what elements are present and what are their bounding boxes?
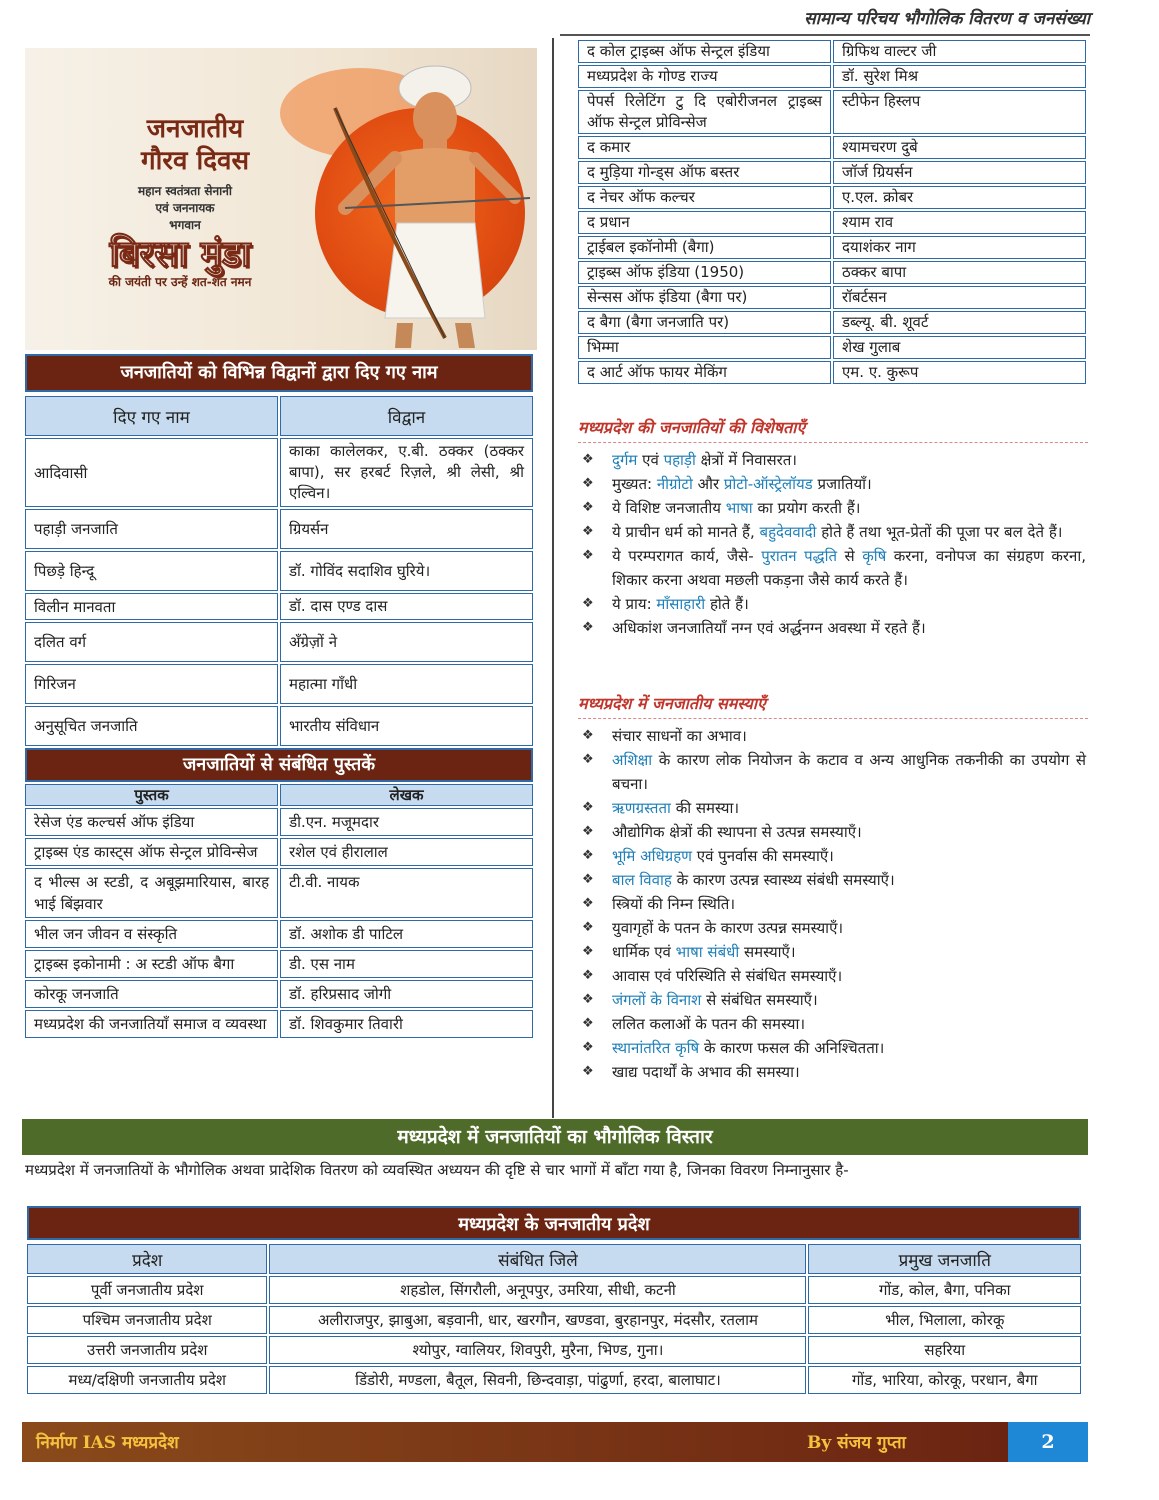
regions-header-districts: संबंधित जिले bbox=[269, 1244, 806, 1274]
list-text: के कारण उत्पन्न स्वास्थ्य संबंधी समस्याएँ। bbox=[671, 871, 895, 889]
diamond-bullet-icon: ❖ bbox=[582, 896, 594, 911]
list-text: एवं पुनर्वास की समस्याएँ। bbox=[692, 847, 834, 865]
table-row bbox=[25, 808, 533, 836]
list-item bbox=[580, 940, 1086, 964]
table-row bbox=[25, 838, 533, 866]
book-author-cell: डॉ. हरिप्रसाद जोगी bbox=[280, 980, 533, 1008]
highlighted-term: भाषा संबंधी bbox=[675, 943, 740, 961]
poster-name: बिरसा मुंडा bbox=[109, 233, 251, 275]
problems-heading: मध्यप्रदेश में जनजातीय समस्याएँ bbox=[578, 694, 766, 713]
book-author-cell: टी.वी. नायक bbox=[280, 868, 533, 918]
scholar-cell: महात्मा गाँधी bbox=[280, 664, 533, 704]
books-header-author: लेखक bbox=[280, 784, 533, 806]
geography-title: मध्यप्रदेश में जनजातियों का भौगोलिक विस्तार bbox=[22, 1119, 1088, 1155]
features-heading: मध्यप्रदेश की जनजातियों की विशेषताएँ bbox=[578, 418, 806, 437]
book-title-cell: द कोल ट्राइब्स ऑफ सेन्ट्रल इंडिया bbox=[578, 40, 831, 63]
books-header-book: पुस्तक bbox=[25, 784, 278, 806]
table-row bbox=[578, 311, 1086, 334]
tribe-name-cell: अनुसूचित जनजाति bbox=[25, 706, 278, 746]
poster-subtitle-line1: महान स्वतंत्रता सेनानी bbox=[137, 184, 233, 198]
book-title-cell: मध्यप्रदेश की जनजातियाँ समाज व व्यवस्था bbox=[25, 1010, 278, 1038]
birsa-munda-poster bbox=[25, 48, 537, 350]
footer-brand: निर्माण IAS मध्यप्रदेश bbox=[36, 1433, 179, 1453]
region-name-cell: मध्य/दक्षिणी जनजातीय प्रदेश bbox=[27, 1366, 267, 1394]
features-list bbox=[580, 448, 1086, 640]
diamond-bullet-icon: ❖ bbox=[582, 620, 594, 635]
regions-header-tribes: प्रमुख जनजाति bbox=[808, 1244, 1081, 1274]
diamond-bullet-icon: ❖ bbox=[582, 476, 594, 491]
highlighted-term: माँसाहारी bbox=[656, 595, 706, 613]
books-table bbox=[23, 782, 535, 1040]
tribe-name-cell: दलित वर्ग bbox=[25, 622, 278, 662]
diamond-bullet-icon: ❖ bbox=[582, 452, 594, 467]
book-author-cell: श्याम राव bbox=[833, 211, 1086, 234]
list-item bbox=[580, 448, 1086, 472]
region-name-cell: उत्तरी जनजातीय प्रदेश bbox=[27, 1336, 267, 1364]
scholar-cell: अँग्रेज़ों ने bbox=[280, 622, 533, 662]
highlighted-term: कृषि bbox=[862, 547, 887, 565]
diamond-bullet-icon: ❖ bbox=[582, 968, 594, 983]
table-row bbox=[578, 361, 1086, 384]
list-text: से संबंधित समस्याएँ। bbox=[701, 991, 818, 1009]
column-divider bbox=[552, 38, 554, 1118]
regions-header-region: प्रदेश bbox=[27, 1244, 267, 1274]
book-title-cell: ट्राइब्स ऑफ इंडिया (1950) bbox=[578, 261, 831, 284]
list-item bbox=[580, 964, 1086, 988]
list-text: ये प्राय: bbox=[612, 595, 657, 613]
list-item bbox=[580, 988, 1086, 1012]
highlighted-term: नीग्रोटो bbox=[656, 475, 693, 493]
list-item bbox=[580, 844, 1086, 868]
tribe-name-cell: विलीन मानवता bbox=[25, 593, 278, 620]
book-author-cell: शेख गुलाब bbox=[833, 336, 1086, 359]
table-row bbox=[578, 261, 1086, 284]
poster-title bbox=[85, 113, 305, 177]
list-text: खाद्य पदार्थों के अभाव की समस्या। bbox=[612, 1063, 800, 1081]
book-author-cell: श्यामचरण दुबे bbox=[833, 136, 1086, 159]
problems-rule bbox=[578, 718, 1088, 719]
book-title-cell: मध्यप्रदेश के गोण्ड राज्य bbox=[578, 65, 831, 88]
book-title-cell: द मुड़िया गोन्ड्स ऑफ बस्तर bbox=[578, 161, 831, 184]
book-author-cell: जॉर्ज ग्रियर्सन bbox=[833, 161, 1086, 184]
book-author-cell: डॉ. शिवकुमार तिवारी bbox=[280, 1010, 533, 1038]
books-section-title: जनजातियों से संबंधित पुस्तकें bbox=[25, 748, 533, 782]
regions-table-body bbox=[27, 1276, 1081, 1394]
highlighted-term: बहुदेववादी bbox=[759, 523, 817, 541]
book-author-cell: दयाशंकर नाग bbox=[833, 236, 1086, 259]
major-tribes-cell: सहरिया bbox=[808, 1336, 1081, 1364]
list-text: प्रजातियाँ। bbox=[812, 475, 872, 493]
diamond-bullet-icon: ❖ bbox=[582, 752, 594, 767]
table-row bbox=[578, 211, 1086, 234]
list-item bbox=[580, 724, 1086, 748]
list-text: होते हैं तथा भूत-प्रेतों की पूजा पर बल देते हैं। bbox=[816, 523, 1063, 541]
table-row bbox=[578, 90, 1086, 134]
table-row bbox=[25, 868, 533, 918]
book-author-cell: ग्रिफिथ वाल्टर जी bbox=[833, 40, 1086, 63]
features-rule bbox=[578, 442, 1088, 443]
books-continued-body bbox=[578, 40, 1086, 384]
book-author-cell: ए.एल. क्रोबर bbox=[833, 186, 1086, 209]
diamond-bullet-icon: ❖ bbox=[582, 548, 594, 563]
list-text: ये विशिष्ट जनजातीय bbox=[612, 499, 726, 517]
table-row bbox=[25, 920, 533, 948]
major-tribes-cell: गोंड, कोल, बैगा, पनिका bbox=[808, 1276, 1081, 1304]
region-name-cell: पश्चिम जनजातीय प्रदेश bbox=[27, 1306, 267, 1334]
book-title-cell: द कमार bbox=[578, 136, 831, 159]
book-title-cell: द आर्ट ऑफ फायर मेकिंग bbox=[578, 361, 831, 384]
table-row bbox=[25, 706, 533, 746]
tribe-name-cell: पिछड़े हिन्दू bbox=[25, 551, 278, 591]
table-row bbox=[25, 950, 533, 978]
diamond-bullet-icon: ❖ bbox=[582, 1040, 594, 1055]
list-item bbox=[580, 820, 1086, 844]
list-item bbox=[580, 1036, 1086, 1060]
table-row bbox=[25, 551, 533, 591]
diamond-bullet-icon: ❖ bbox=[582, 800, 594, 815]
names-header-name: दिए गए नाम bbox=[25, 396, 278, 436]
diamond-bullet-icon: ❖ bbox=[582, 944, 594, 959]
table-row bbox=[578, 136, 1086, 159]
highlighted-term: प्रोटो-ऑस्ट्रेलॉयड bbox=[723, 475, 813, 493]
list-item bbox=[580, 520, 1086, 544]
highlighted-term: बाल विवाह bbox=[612, 871, 672, 889]
list-text: के कारण लोक नियोजन के कटाव व अन्य आधुनिक तकनीकी का उपयोग से बचना। bbox=[612, 751, 1086, 793]
names-section-title: जनजातियों को विभिन्न विद्वानों द्वारा दिए गए नाम bbox=[25, 354, 533, 392]
list-text: ये प्राचीन धर्म को मानते हैं, bbox=[612, 523, 760, 541]
book-title-cell: सेन्सस ऑफ इंडिया (बैगा पर) bbox=[578, 286, 831, 309]
book-author-cell: ठक्कर बापा bbox=[833, 261, 1086, 284]
highlighted-term: जंगलों के विनाश bbox=[612, 991, 702, 1009]
diamond-bullet-icon: ❖ bbox=[582, 1016, 594, 1031]
book-title-cell: द बैगा (बैगा जनजाति पर) bbox=[578, 311, 831, 334]
highlighted-term: पहाड़ी bbox=[663, 451, 696, 469]
header-rule bbox=[560, 34, 1090, 36]
regions-box bbox=[27, 1206, 1083, 1416]
diamond-bullet-icon: ❖ bbox=[582, 848, 594, 863]
list-text: संचार साधनों का अभाव। bbox=[612, 727, 747, 745]
poster-tagline: की जयंती पर उन्हें शत-शत नमन bbox=[108, 275, 252, 289]
table-row bbox=[25, 980, 533, 1008]
list-item bbox=[580, 868, 1086, 892]
list-item bbox=[580, 544, 1086, 592]
page-number: 2 bbox=[1008, 1422, 1088, 1462]
book-title-cell: ट्राईबल इकॉनोमी (बैगा) bbox=[578, 236, 831, 259]
list-text: समस्याएँ। bbox=[739, 943, 796, 961]
list-text: धार्मिक एवं bbox=[612, 943, 676, 961]
diamond-bullet-icon: ❖ bbox=[582, 596, 594, 611]
book-author-cell: डब्ल्यू. बी. शूवर्ट bbox=[833, 311, 1086, 334]
scholar-cell: डॉ. गोविंद सदाशिव घुरिये। bbox=[280, 551, 533, 591]
list-text: युवागृहों के पतन के कारण उत्पन्न समस्याएँ। bbox=[612, 919, 844, 937]
list-text: औद्योगिक क्षेत्रों की स्थापना से उत्पन्न समस्याएँ। bbox=[612, 823, 862, 841]
list-text: ललित कलाओं के पतन की समस्या। bbox=[612, 1015, 806, 1033]
major-tribes-cell: भील, भिलाला, कोरकू bbox=[808, 1306, 1081, 1334]
book-author-cell: डी. एस नाम bbox=[280, 950, 533, 978]
diamond-bullet-icon: ❖ bbox=[582, 992, 594, 1007]
highlighted-term: अशिक्षा bbox=[612, 751, 653, 769]
list-item bbox=[580, 1060, 1086, 1084]
diamond-bullet-icon: ❖ bbox=[582, 1064, 594, 1079]
table-row bbox=[25, 593, 533, 620]
book-title-cell: द प्रधान bbox=[578, 211, 831, 234]
districts-cell: डिंडोरी, मण्डला, बैतूल, सिवनी, छिन्दवाड़ा, पांढुर्णा, हरदा, बालाघाट। bbox=[269, 1366, 806, 1394]
list-text: आवास एवं परिस्थिति से संबंधित समस्याएँ। bbox=[612, 967, 843, 985]
region-name-cell: पूर्वी जनजातीय प्रदेश bbox=[27, 1276, 267, 1304]
table-row bbox=[578, 286, 1086, 309]
list-item bbox=[580, 592, 1086, 616]
regions-title: मध्यप्रदेश के जनजातीय प्रदेश bbox=[27, 1206, 1081, 1240]
highlighted-term: ऋणग्रस्तता bbox=[612, 799, 671, 817]
books-table-body bbox=[25, 808, 533, 1038]
districts-cell: अलीराजपुर, झाबुआ, बड़वानी, धार, खरगौन, खण्डवा, बुरहानपुर, मंदसौर, रतलाम bbox=[269, 1306, 806, 1334]
diamond-bullet-icon: ❖ bbox=[582, 920, 594, 935]
book-title-cell: कोरकू जनजाति bbox=[25, 980, 278, 1008]
book-title-cell: द भील्स अ स्टडी, द अबूझमारियास, बारह भाई बिंझवार bbox=[25, 868, 278, 918]
table-row bbox=[27, 1366, 1081, 1394]
highlighted-term: स्थानांतरित कृषि bbox=[612, 1039, 700, 1057]
diamond-bullet-icon: ❖ bbox=[582, 728, 594, 743]
footer-author: By संजय गुप्ता bbox=[807, 1433, 906, 1453]
scholar-cell: भारतीय संविधान bbox=[280, 706, 533, 746]
book-title-cell: रेसेज एंड कल्चर्स ऑफ इंडिया bbox=[25, 808, 278, 836]
book-title-cell: द नेचर ऑफ कल्चर bbox=[578, 186, 831, 209]
regions-table bbox=[25, 1242, 1083, 1396]
book-title-cell: ट्राइब्स इकोनामी : अ स्टडी ऑफ बैगा bbox=[25, 950, 278, 978]
table-row bbox=[578, 161, 1086, 184]
running-header: सामान्य परिचय भौगोलिक वितरण व जनसंख्या bbox=[804, 9, 1090, 29]
book-title-cell: भील जन जीवन व संस्कृति bbox=[25, 920, 278, 948]
diamond-bullet-icon: ❖ bbox=[582, 872, 594, 887]
poster-subtitle bbox=[60, 183, 310, 234]
page-footer bbox=[22, 1422, 1088, 1462]
book-title-cell: ट्राइब्स एंड कास्ट्स ऑफ सेन्ट्रल प्रोविन्सेज bbox=[25, 838, 278, 866]
poster-title-line1: जनजातीय bbox=[146, 114, 244, 144]
table-row bbox=[25, 664, 533, 704]
list-item bbox=[580, 616, 1086, 640]
list-text: करना, वनोपज का संग्रहण करना, शिकार करना अथवा मछली पकड़ना जैसे कार्य करते हैं। bbox=[612, 547, 1087, 589]
table-row bbox=[578, 336, 1086, 359]
list-text: होते हैं। bbox=[705, 595, 749, 613]
highlighted-term: पुरातन पद्धति bbox=[761, 547, 838, 565]
scholar-cell: डॉ. दास एण्ड दास bbox=[280, 593, 533, 620]
list-item bbox=[580, 892, 1086, 916]
table-row bbox=[578, 186, 1086, 209]
table-row bbox=[25, 1010, 533, 1038]
tribe-name-cell: आदिवासी bbox=[25, 438, 278, 507]
list-text: स्त्रियों की निम्न स्थिति। bbox=[612, 895, 736, 913]
list-text: एवं bbox=[637, 451, 664, 469]
book-author-cell: स्टीफेन हिस्लप bbox=[833, 90, 1086, 134]
book-author-cell: डॉ. अशोक डी पाटिल bbox=[280, 920, 533, 948]
list-text: और bbox=[692, 475, 724, 493]
major-tribes-cell: गोंड, भारिया, कोरकू, परधान, बैगा bbox=[808, 1366, 1081, 1394]
table-row bbox=[25, 509, 533, 549]
table-row bbox=[25, 438, 533, 507]
districts-cell: शहडोल, सिंगरौली, अनूपपुर, उमरिया, सीधी, कटनी bbox=[269, 1276, 806, 1304]
diamond-bullet-icon: ❖ bbox=[582, 500, 594, 515]
highlighted-term: भूमि अधिग्रहण bbox=[612, 847, 693, 865]
highlighted-term: दुर्गम bbox=[612, 451, 638, 469]
names-table-body bbox=[25, 438, 533, 746]
book-title-cell: भिम्मा bbox=[578, 336, 831, 359]
table-row bbox=[578, 236, 1086, 259]
list-item bbox=[580, 916, 1086, 940]
list-text: की समस्या। bbox=[670, 799, 740, 817]
districts-cell: श्योपुर, ग्वालियर, शिवपुरी, मुरैना, भिण्ड, गुना। bbox=[269, 1336, 806, 1364]
book-author-cell: डी.एन. मजूमदार bbox=[280, 808, 533, 836]
book-author-cell: रशेल एवं हीरालाल bbox=[280, 838, 533, 866]
table-row bbox=[578, 65, 1086, 88]
list-text: के कारण फसल की अनिश्चितता। bbox=[699, 1039, 885, 1057]
list-text: क्षेत्रों में निवासरत। bbox=[695, 451, 797, 469]
list-item bbox=[580, 1012, 1086, 1036]
poster-subtitle-line3: भगवान bbox=[169, 218, 201, 232]
books-continued-table bbox=[576, 38, 1088, 386]
table-row bbox=[27, 1336, 1081, 1364]
problems-list bbox=[580, 724, 1086, 1084]
table-row bbox=[25, 622, 533, 662]
archer-illustration bbox=[325, 48, 537, 350]
list-text: का प्रयोग करती हैं। bbox=[752, 499, 861, 517]
table-row bbox=[27, 1306, 1081, 1334]
book-author-cell: डॉ. सुरेश मिश्र bbox=[833, 65, 1086, 88]
names-header-scholar: विद्वान bbox=[280, 396, 533, 436]
scholar-cell: ग्रियर्सन bbox=[280, 509, 533, 549]
list-item bbox=[580, 748, 1086, 796]
diamond-bullet-icon: ❖ bbox=[582, 824, 594, 839]
diamond-bullet-icon: ❖ bbox=[582, 524, 594, 539]
list-item bbox=[580, 796, 1086, 820]
book-author-cell: रॉबर्टसन bbox=[833, 286, 1086, 309]
poster-title-line2: गौरव दिवस bbox=[140, 146, 250, 176]
list-text: से bbox=[837, 547, 863, 565]
table-row bbox=[27, 1276, 1081, 1304]
highlighted-term: भाषा bbox=[725, 499, 753, 517]
names-table bbox=[23, 394, 535, 748]
list-item bbox=[580, 496, 1086, 520]
book-author-cell: एम. ए. कुरूप bbox=[833, 361, 1086, 384]
list-text: ये परम्परागत कार्य, जैसे- bbox=[612, 547, 762, 565]
list-text: मुख्यत: bbox=[612, 475, 657, 493]
table-row bbox=[578, 40, 1086, 63]
list-text: अधिकांश जनजातियाँ नग्न एवं अर्द्धनग्न अवस्था में रहते हैं। bbox=[612, 619, 926, 637]
list-item bbox=[580, 472, 1086, 496]
scholar-cell: काका कालेलकर, ए.बी. ठक्कर (ठक्कर बापा), सर हरबर्ट रिज़ले, श्री लेसी, श्री एल्विन। bbox=[280, 438, 533, 507]
geography-intro: मध्यप्रदेश में जनजातियों के भौगोलिक अथवा प्रादेशिक वितरण को व्यवस्थित अध्ययन की दृष्टि से चार भागों में बाँटा गया है, जिनका विवरण निम्नानुसार है- bbox=[25, 1161, 849, 1179]
tribe-name-cell: गिरिजन bbox=[25, 664, 278, 704]
book-title-cell: पेपर्स रिलेटिंग टु दि एबोरीजनल ट्राइब्स ऑफ सेन्ट्रल प्रोविन्सेज bbox=[578, 90, 831, 134]
poster-subtitle-line2: एवं जननायक bbox=[155, 201, 215, 215]
tribe-name-cell: पहाड़ी जनजाति bbox=[25, 509, 278, 549]
